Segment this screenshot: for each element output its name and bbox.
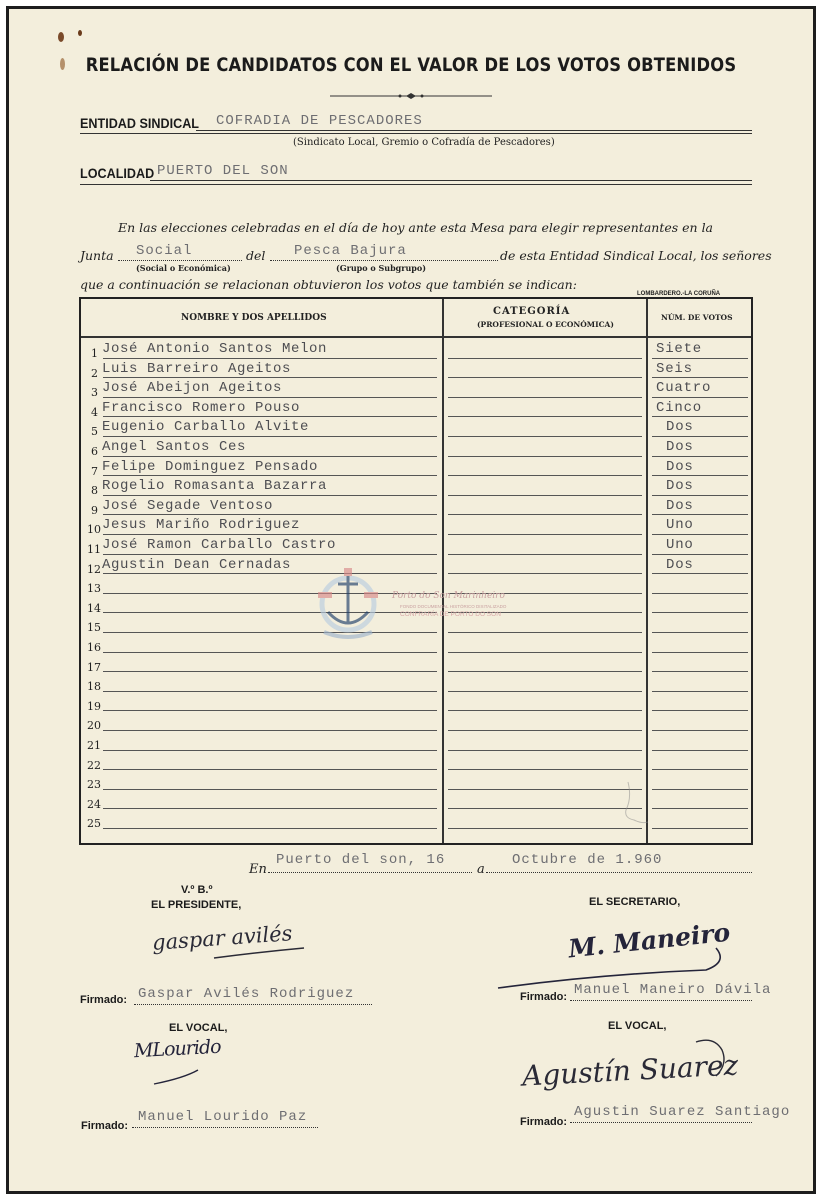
- candidate-votes: Dos: [666, 458, 694, 475]
- intro-line-3: que a continuación se relacionan obtuvieron los votos que también se indican:: [80, 277, 577, 292]
- row-rule: [103, 789, 437, 790]
- date-en-label: En: [249, 862, 267, 877]
- table-row: [81, 458, 751, 478]
- row-rule: [448, 730, 642, 731]
- row-rule: [652, 828, 748, 829]
- page-title: RELACIÓN DE CANDIDATOS CON EL VALOR DE LOS VOTOS OBTENIDOS: [85, 54, 737, 76]
- table-row: [81, 654, 751, 674]
- table-row: [81, 732, 751, 752]
- row-rule: [652, 671, 748, 672]
- row-rule: [652, 612, 748, 613]
- candidate-votes: Dos: [666, 478, 694, 495]
- table-row: [81, 340, 751, 360]
- table-row: [81, 477, 751, 497]
- row-rule: [652, 534, 748, 535]
- vocal-2-name: Agustin Suarez Santiago: [574, 1104, 791, 1120]
- vb-label: V.º B.º: [181, 884, 213, 896]
- row-rule: [448, 750, 642, 751]
- row-rule: [103, 495, 437, 496]
- row-rule: [103, 573, 437, 574]
- intro-line-2-end: de esta Entidad Sindical Local, los señores: [500, 248, 772, 263]
- row-rule: [103, 750, 437, 751]
- row-rule: [103, 554, 437, 555]
- row-number: 3: [91, 386, 98, 400]
- row-number: 20: [87, 719, 101, 733]
- row-rule: [448, 436, 642, 437]
- row-rule: [652, 769, 748, 770]
- ink-stain: [58, 32, 64, 42]
- row-number: 11: [87, 543, 101, 556]
- row-number: 19: [87, 699, 101, 713]
- row-rule: [448, 789, 642, 790]
- row-rule: [652, 416, 748, 417]
- row-number: 22: [87, 758, 101, 772]
- vocal-2-signature: [518, 1036, 772, 1104]
- row-rule: [448, 554, 642, 555]
- row-number: 25: [87, 817, 101, 831]
- row-rule: [103, 397, 437, 398]
- row-rule: [103, 475, 437, 476]
- row-rule: [652, 789, 748, 790]
- secretario-name: Manuel Maneiro Dávila: [574, 982, 772, 998]
- col-header-name: NOMBRE Y DOS APELLIDOS: [181, 313, 327, 323]
- localidad-label: LOCALIDAD: [80, 165, 155, 181]
- row-rule: [103, 632, 437, 633]
- grupo-value: Pesca Bajura: [294, 243, 407, 259]
- row-rule: [652, 632, 748, 633]
- row-number: 24: [87, 797, 101, 811]
- row-number: 1: [91, 347, 98, 360]
- candidate-votes: Dos: [666, 556, 694, 573]
- candidate-name: Rogelio Romasanta Bazarra: [102, 478, 328, 495]
- row-rule: [652, 710, 748, 711]
- vocal-1-label: EL VOCAL,: [169, 1022, 228, 1034]
- candidates-table: [79, 297, 753, 845]
- row-rule: [652, 495, 748, 496]
- table-row: [81, 536, 751, 556]
- date-place: Puerto del son, 16: [276, 852, 446, 868]
- row-rule: [103, 416, 437, 417]
- watermark-org: CONFRARÍA DE PORTO DO SON: [400, 611, 501, 618]
- table-row: [81, 693, 751, 713]
- row-rule: [103, 593, 437, 594]
- row-rule: [652, 652, 748, 653]
- junta-hint: (Social o Económica): [136, 263, 231, 273]
- vocal-1-firmado-label: Firmado:: [81, 1120, 129, 1132]
- table-row: [81, 418, 751, 438]
- junta-label: Junta: [80, 248, 114, 263]
- row-rule: [448, 828, 642, 829]
- row-rule: [448, 397, 642, 398]
- row-rule: [448, 534, 642, 535]
- row-number: 14: [87, 601, 101, 615]
- title-ornament: [330, 86, 492, 92]
- ink-stain: [78, 30, 82, 36]
- row-rule: [103, 652, 437, 653]
- watermark-title: Porto do Son Marinheiro: [392, 591, 505, 601]
- row-rule: [448, 456, 642, 457]
- row-number: 5: [91, 425, 98, 439]
- row-rule: [103, 456, 437, 457]
- row-rule: [448, 710, 642, 711]
- grupo-hint: (Grupo o Subgrupo): [336, 263, 427, 273]
- col-header-category: CATEGORÍA: [493, 306, 571, 317]
- row-number: 21: [87, 739, 101, 752]
- candidate-votes: Cinco: [656, 399, 703, 416]
- row-rule: [103, 769, 437, 770]
- row-rule: [448, 514, 642, 515]
- row-rule: [448, 495, 642, 496]
- candidate-votes: Dos: [666, 419, 694, 436]
- col-header-category-sub: (PROFESIONAL O ECONÓMICA): [477, 320, 614, 329]
- del-label: del: [246, 248, 266, 263]
- candidate-name: José Segade Ventoso: [102, 497, 274, 514]
- secretario-label: EL SECRETARIO,: [589, 896, 681, 908]
- table-row: [81, 752, 751, 772]
- secretario-signature: [492, 918, 742, 990]
- col-header-votes: NÚM. DE VOTOS: [661, 313, 733, 322]
- candidate-name: Luis Barreiro Ageitos: [102, 360, 292, 377]
- row-rule: [103, 828, 437, 829]
- row-number: 8: [91, 484, 98, 498]
- row-rule: [103, 612, 437, 613]
- table-row: [81, 379, 751, 399]
- row-number: 2: [91, 366, 98, 380]
- table-row: [81, 634, 751, 654]
- table-row: [81, 360, 751, 380]
- row-number: 10: [87, 523, 101, 537]
- candidate-votes: Dos: [666, 497, 694, 514]
- vocal-2-label: EL VOCAL,: [608, 1020, 667, 1032]
- row-rule: [448, 808, 642, 809]
- row-rule: [103, 436, 437, 437]
- table-row: [81, 556, 751, 576]
- presidente-label: EL PRESIDENTE,: [151, 899, 242, 911]
- row-rule: [448, 358, 642, 359]
- table-row: [81, 712, 751, 732]
- table-row: [81, 673, 751, 693]
- candidate-name: Felipe Dominguez Pensado: [102, 458, 319, 475]
- row-number: 4: [91, 405, 98, 419]
- row-rule: [652, 436, 748, 437]
- candidate-name: Agustin Dean Cernadas: [102, 556, 292, 573]
- entidad-value: COFRADIA DE PESCADORES: [216, 113, 423, 129]
- row-rule: [448, 475, 642, 476]
- vocal-1-signature: [134, 1034, 244, 1088]
- row-number: 12: [87, 562, 101, 576]
- table-row: [81, 516, 751, 536]
- candidate-votes: Siete: [656, 341, 703, 357]
- presidente-name: Gaspar Avilés Rodriguez: [138, 986, 355, 1002]
- secretario-handwriting: M. Maneiro: [566, 917, 732, 964]
- row-rule: [448, 652, 642, 653]
- row-rule: [652, 554, 748, 555]
- candidate-name: Jesus Mariño Rodriguez: [102, 517, 301, 534]
- row-number: 16: [87, 641, 101, 654]
- row-rule: [652, 750, 748, 751]
- row-rule: [448, 377, 642, 378]
- row-number: 13: [87, 582, 101, 596]
- row-rule: [652, 691, 748, 692]
- entidad-hint: (Sindicato Local, Gremio o Cofradía de Pescadores): [293, 137, 555, 148]
- table-row: [81, 438, 751, 458]
- row-rule: [103, 671, 437, 672]
- row-rule: [652, 397, 748, 398]
- row-rule: [652, 593, 748, 594]
- presidente-handwriting: gaspar avilés: [151, 921, 294, 955]
- row-rule: [448, 691, 642, 692]
- watermark-logo: [314, 562, 382, 644]
- candidate-name: Francisco Romero Pouso: [102, 399, 301, 416]
- candidate-name: Eugenio Carballo Alvite: [102, 419, 310, 436]
- table-row: [81, 497, 751, 517]
- candidate-votes: Seis: [656, 360, 693, 377]
- entidad-label: ENTIDAD SINDICAL: [80, 115, 200, 131]
- vocal-2-handwriting: Agustín Suarez: [521, 1048, 740, 1093]
- candidate-votes: Dos: [666, 439, 694, 455]
- row-rule: [103, 358, 437, 359]
- vocal-1-name: Manuel Lourido Paz: [138, 1109, 308, 1125]
- secretario-firmado-label: Firmado:: [520, 991, 568, 1003]
- candidate-name: José Ramon Carballo Castro: [102, 537, 337, 553]
- row-rule: [103, 691, 437, 692]
- row-rule: [448, 671, 642, 672]
- candidate-name: Angel Santos Ces: [102, 439, 247, 455]
- row-rule: [652, 456, 748, 457]
- candidate-votes: Uno: [666, 537, 694, 553]
- row-number: 9: [91, 503, 98, 517]
- candidate-votes: Uno: [666, 517, 694, 534]
- row-rule: [652, 808, 748, 809]
- row-number: 18: [87, 680, 101, 694]
- date-a-label: a: [477, 862, 485, 877]
- row-rule: [103, 730, 437, 731]
- row-rule: [652, 475, 748, 476]
- row-rule: [103, 808, 437, 809]
- date-value: Octubre de 1.960: [512, 852, 663, 868]
- row-rule: [448, 632, 642, 633]
- table-row: [81, 399, 751, 419]
- vocal-2-firmado-label: Firmado:: [520, 1116, 568, 1128]
- row-rule: [103, 534, 437, 535]
- row-number: 23: [87, 778, 101, 792]
- pencil-mark: [622, 778, 652, 830]
- intro-line-1: En las elecciones celebradas en el día de hoy ante esta Mesa para elegir representantes en la: [118, 220, 714, 235]
- row-rule: [652, 730, 748, 731]
- row-number: 6: [91, 445, 98, 458]
- printer-mark: LOMBARDERO.-LA CORUÑA: [637, 291, 721, 297]
- row-rule: [103, 514, 437, 515]
- junta-value: Social: [136, 243, 193, 259]
- row-rule: [448, 769, 642, 770]
- candidate-votes: Cuatro: [656, 380, 712, 397]
- row-rule: [652, 514, 748, 515]
- candidate-name: José Antonio Santos Melon: [102, 341, 328, 357]
- presidente-firmado-label: Firmado:: [80, 994, 128, 1006]
- row-rule: [103, 377, 437, 378]
- row-number: 17: [87, 660, 101, 674]
- row-rule: [652, 573, 748, 574]
- row-number: 7: [91, 464, 98, 478]
- presidente-signature: [150, 918, 320, 964]
- localidad-value: PUERTO DEL SON: [157, 163, 289, 179]
- row-number: 15: [87, 621, 101, 635]
- row-rule: [103, 710, 437, 711]
- row-rule: [652, 377, 748, 378]
- row-rule: [448, 416, 642, 417]
- candidate-name: José Abeijon Ageitos: [102, 380, 283, 397]
- watermark-subtitle: FONDO DOCUMENTAL HISTÓRICO DIXITALIZADO: [400, 604, 507, 609]
- vocal-1-handwriting: MLourido: [133, 1035, 222, 1063]
- row-rule: [652, 358, 748, 359]
- row-rule: [448, 573, 642, 574]
